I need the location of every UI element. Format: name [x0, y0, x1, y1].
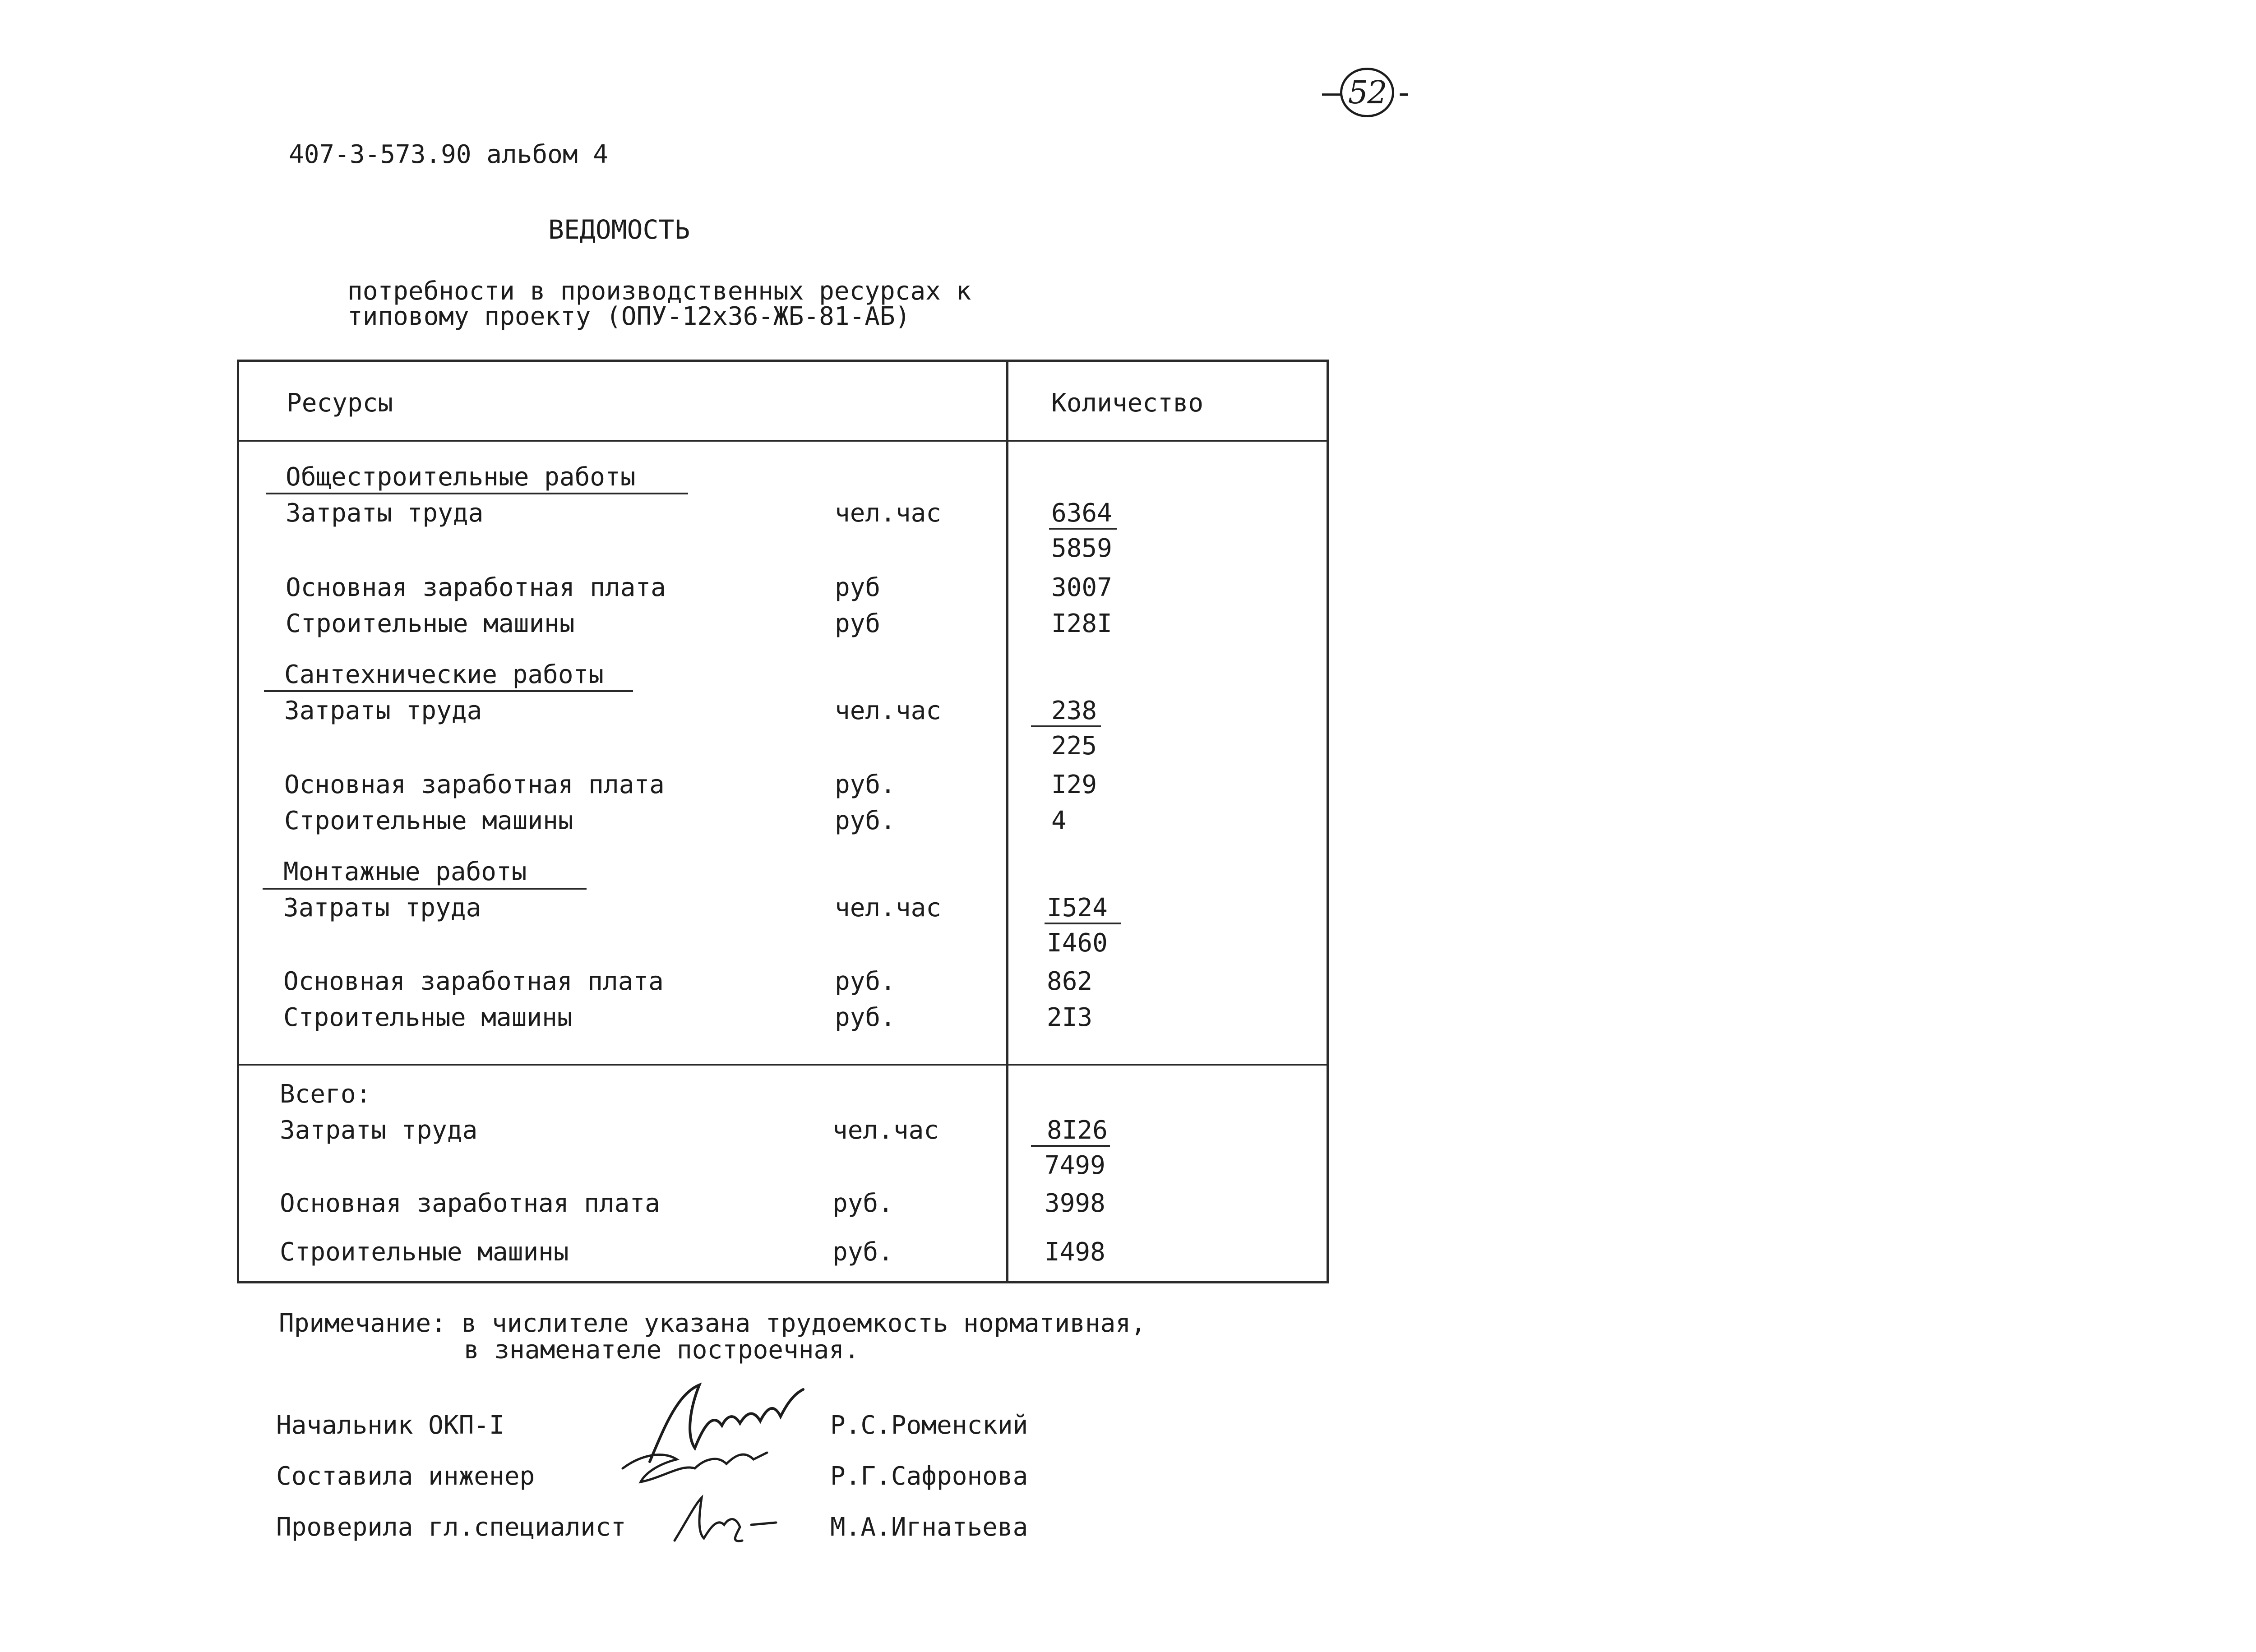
section-title-plumbing: Сантехнические работы — [284, 660, 604, 689]
fraction-line — [1045, 923, 1121, 924]
row-labor-unit: чел.час — [835, 893, 942, 923]
total-labor-name: Затраты труда — [280, 1116, 478, 1145]
section-title-general: Общестроительные работы — [286, 462, 636, 492]
note-line-2: в знаменателе построечная. — [464, 1335, 860, 1365]
section-underline — [263, 888, 587, 890]
row-wages-value: I29 — [1051, 770, 1097, 799]
row-wages-value: 862 — [1047, 967, 1093, 996]
section-title-assembly: Монтажные работы — [283, 857, 527, 886]
row-machines-name: Строительные машины — [284, 806, 573, 835]
signature-name-1: Р.С.Роменский — [830, 1411, 1028, 1440]
total-machines-name: Строительные машины — [280, 1237, 569, 1267]
row-machines-name: Строительные машины — [286, 609, 575, 638]
signature-role-2: Составила инженер — [276, 1462, 535, 1491]
fraction-line — [1049, 528, 1117, 530]
row-labor-denominator: 5859 — [1051, 534, 1112, 563]
page-number-circle: 52 — [1340, 68, 1394, 117]
table-total-divider — [239, 1064, 1327, 1066]
total-wages-name: Основная заработная плата — [280, 1189, 660, 1218]
total-labor-numerator: 8I26 — [1047, 1116, 1108, 1145]
signature-role-3: Проверила гл.специалист — [276, 1513, 626, 1542]
total-wages-value: 3998 — [1045, 1189, 1105, 1218]
row-wages-name: Основная заработная плата — [284, 770, 665, 799]
page-number: – 52 - — [1322, 68, 1412, 117]
document-title: ВЕДОМОСТЬ — [548, 214, 690, 245]
row-wages-value: 3007 — [1051, 573, 1112, 602]
row-machines-value: 4 — [1051, 806, 1067, 835]
header-resources: Ресурсы — [287, 388, 393, 418]
row-labor-denominator: 225 — [1051, 731, 1097, 761]
subtitle-line-1: потребности в производственных ресурсах к — [347, 277, 971, 306]
section-underline — [264, 690, 633, 692]
total-machines-value: I498 — [1045, 1237, 1105, 1267]
fraction-line — [1031, 725, 1101, 727]
row-machines-name: Строительные машины — [283, 1003, 573, 1032]
row-machines-unit: руб. — [835, 1003, 896, 1032]
total-title: Всего: — [280, 1080, 371, 1109]
signature-name-3: М.А.Игнатьева — [830, 1513, 1028, 1542]
document-subtitle — [347, 279, 971, 329]
handwritten-signature-3 — [668, 1491, 785, 1550]
row-machines-unit: руб — [835, 609, 881, 638]
signature-role-1: Начальник ОКП-I — [276, 1411, 504, 1440]
fraction-line — [1031, 1145, 1110, 1147]
row-labor-name: Затраты труда — [284, 696, 482, 725]
row-labor-name: Затраты труда — [283, 893, 481, 923]
table-header-divider — [239, 440, 1327, 442]
total-labor-denominator: 7499 — [1045, 1151, 1105, 1180]
note-line-1: Примечание: в числителе указана трудоемкость нормативная, — [279, 1309, 1146, 1338]
row-labor-unit: чел.час — [835, 696, 942, 725]
row-labor-denominator: I460 — [1047, 928, 1108, 958]
section-underline — [266, 493, 688, 494]
note — [279, 1311, 1146, 1364]
row-machines-value: 2I3 — [1047, 1003, 1093, 1032]
signature-name-2: Р.Г.Сафронова — [830, 1462, 1028, 1491]
row-labor-unit: чел.час — [835, 498, 942, 528]
document-code: 407-3-573.90 альбом 4 — [289, 140, 609, 169]
table-column-divider — [1006, 360, 1008, 1283]
row-labor-name: Затраты труда — [286, 498, 484, 528]
row-machines-value: I28I — [1051, 609, 1112, 638]
row-wages-unit: руб — [835, 573, 881, 602]
subtitle-line-2: типовому проекту (ОПУ-12х36-ЖБ-81-АБ) — [347, 302, 911, 331]
row-wages-name: Основная заработная плата — [283, 967, 664, 996]
row-wages-unit: руб. — [835, 967, 896, 996]
row-labor-numerator: I524 — [1047, 893, 1108, 923]
row-wages-name: Основная заработная плата — [286, 573, 666, 602]
total-machines-unit: руб. — [832, 1237, 893, 1267]
row-labor-numerator: 238 — [1051, 696, 1097, 725]
row-wages-unit: руб. — [835, 770, 896, 799]
row-labor-numerator: 6364 — [1051, 498, 1112, 528]
handwritten-signature-2 — [614, 1437, 785, 1491]
total-wages-unit: руб. — [832, 1189, 893, 1218]
row-machines-unit: руб. — [835, 806, 896, 835]
total-labor-unit: чел.час — [832, 1116, 939, 1145]
header-quantity: Количество — [1051, 388, 1204, 418]
